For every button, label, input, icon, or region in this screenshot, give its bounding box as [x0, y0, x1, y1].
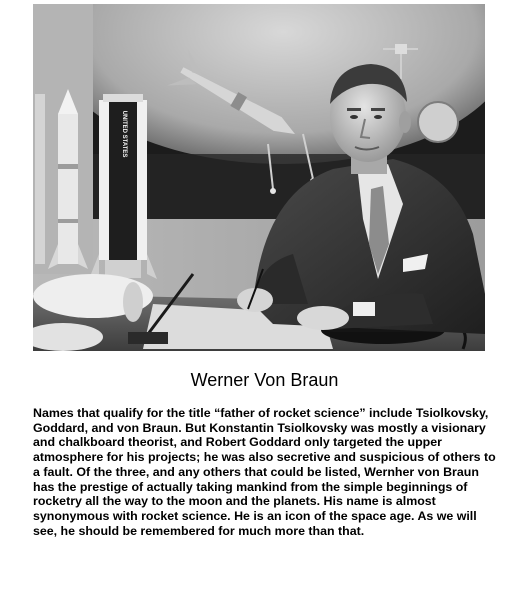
biography-paragraph: Names that qualify for the title “father of rocket science” include Tsiolkovsky, Goddard, and von Braun. But Konstantin Tsiolkovsky was mostly a visionary and chalkboard theorist, and Robert Goddard only targeted the upper atmosphere for his projects; he was also secretive and suspicious of others to a fault. Of the three, and any others that could be listed, Wernher von Braun has the prestige of actually taking mankind from the simple beginnings of rocketry all the way to the moon and the planets. His name is almost synonymous with rocket science. He is an icon of the space age. As we will see, he should be remembered for much more than that.	[33, 406, 496, 538]
photo-caption: Werner Von Braun	[190, 370, 339, 390]
portrait-illustration	[33, 4, 485, 351]
rocket-label: UNITED STATES	[121, 110, 127, 158]
portrait-photo	[33, 4, 485, 351]
